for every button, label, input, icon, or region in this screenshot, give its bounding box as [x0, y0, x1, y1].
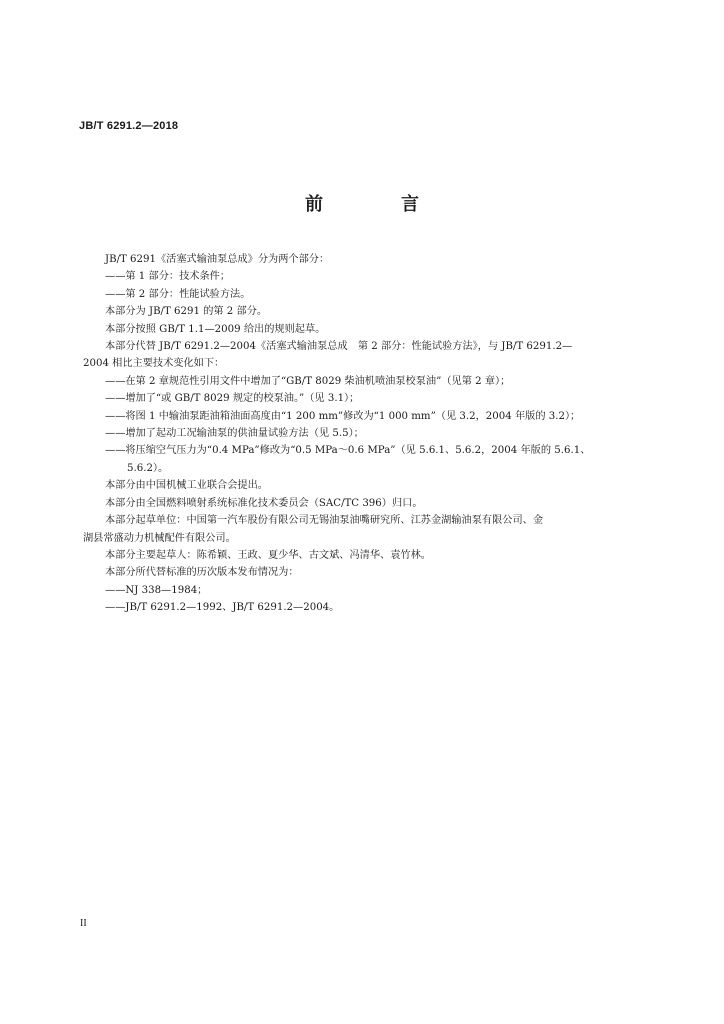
paragraph: 本部分所代替标准的历次版本发布情况为：: [105, 567, 299, 579]
foreword-body: [83, 251, 603, 617]
paragraph: 本部分代替 JB/T 6291.2—2004《活塞式输油泵总成 第 2 部分：性能试验方法》，与 JB/T 6291.2—: [105, 341, 573, 353]
paragraph: 本部分为 JB/T 6291 的第 2 部分。: [105, 306, 268, 318]
paragraph: ——NJ 338—1984；: [105, 584, 208, 596]
page-number: II: [80, 918, 87, 929]
paragraph: ——将图 1 中输油泵距油箱油面高度由“1 200 mm”修改为“1 000 mm”（见 3.2，2004 年版的 3.2）；: [105, 410, 581, 422]
paragraph: 本部分由全国燃料喷射系统标准化技术委员会（SAC/TC 396）归口。: [105, 497, 423, 509]
paragraph: 本部分主要起草人：陈希颖、王政、夏少华、古文斌、冯清华、袁竹林。: [105, 549, 431, 561]
paragraph: 2004 相比主要技术变化如下：: [83, 358, 225, 370]
paragraph: 本部分由中国机械工业联合会提出。: [105, 480, 268, 492]
paragraph: 湖县常盛动力机械配件有限公司。: [83, 532, 236, 544]
paragraph: ——增加了起动工况输油泵的供油量试验方法（见 5.5）；: [105, 428, 364, 440]
paragraph: ——在第 2 章规范性引用文件中增加了“GB/T 8029 柴油机喷油泵校泵油”（见第 2 章）；: [105, 375, 511, 387]
paragraph: ——JB/T 6291.2—1992、JB/T 6291.2—2004。: [105, 602, 340, 614]
standard-code: JB/T 6291.2—2018: [79, 120, 179, 132]
paragraph: ——将压缩空气压力为“0.4 MPa”修改为“0.5 MPa～0.6 MPa”（见 5.6.1、5.6.2，2004 年版的 5.6.1、: [105, 445, 591, 457]
page-title: 前 言: [305, 194, 449, 215]
paragraph: ——第 2 部分：性能试验方法。: [105, 288, 251, 300]
paragraph: ——第 1 部分：技术条件；: [105, 271, 231, 283]
paragraph: ——增加了“或 GB/T 8029 规定的校泵油。”（见 3.1）；: [105, 393, 360, 405]
paragraph: 5.6.2）。: [127, 462, 169, 474]
paragraph: JB/T 6291《活塞式输油泵总成》分为两个部分：: [105, 254, 330, 265]
paragraph: 本部分按照 GB/T 1.1—2009 给出的规则起草。: [105, 323, 326, 335]
paragraph: 本部分起草单位：中国第一汽车股份有限公司无锡油泵油嘴研究所、江苏金湖输油泵有限公司、金: [105, 515, 544, 527]
